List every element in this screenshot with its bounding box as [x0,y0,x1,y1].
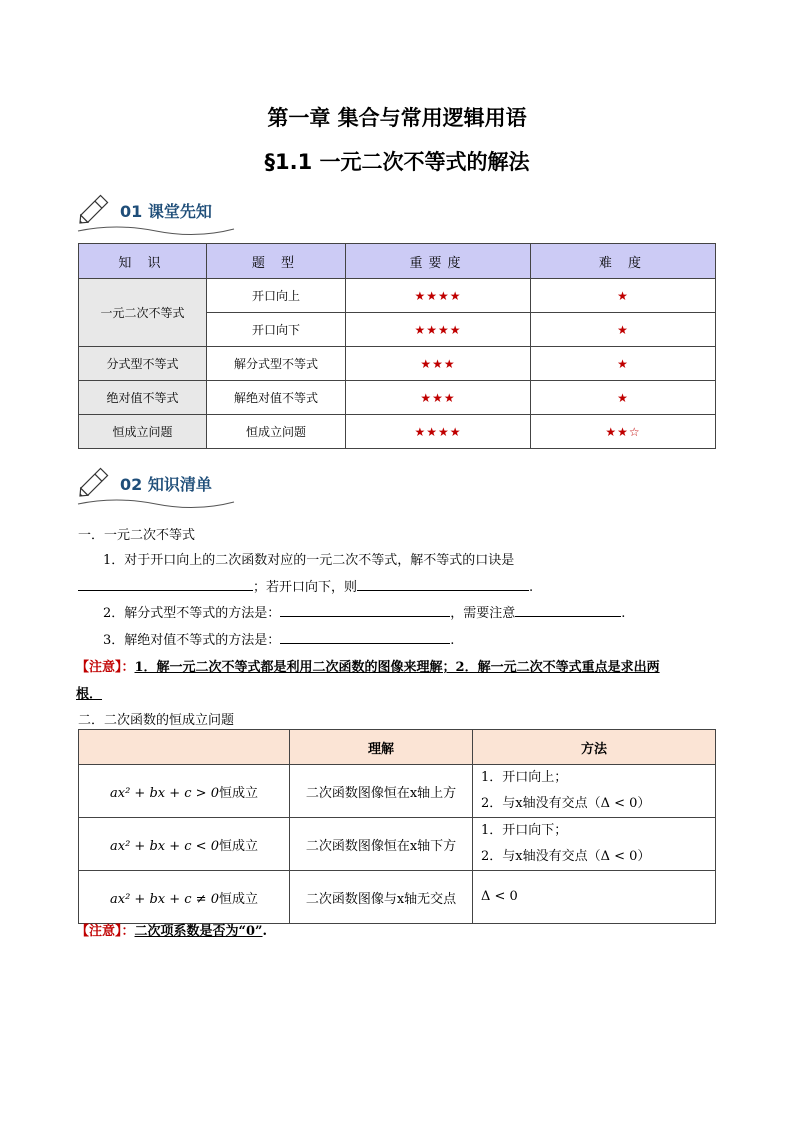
blank-field[interactable] [78,576,253,591]
header-importance: 重要度 [346,244,531,279]
header-method: 方法 [473,730,716,765]
table-row [79,871,716,924]
importance-stars: ★★★ [346,347,531,381]
note1-line2 [76,683,102,702]
part1-title: 一．一元二次不等式 [78,528,196,543]
note-text: 二次项系数是否为“0” [134,924,263,939]
difficulty-stars: ★ [531,381,716,415]
condition-math: ax² + bx + c < 0 [110,838,219,854]
blank-field[interactable] [280,629,450,644]
section-heading-2 [76,466,236,510]
type-cell: 开口向上 [207,279,346,313]
item1-line1: 1．对于开口向上的二次函数对应的一元二次不等式，解不等式的口诀是 [103,553,515,568]
note1-line1 [76,656,660,675]
understanding-cell: 二次函数图像恒在x轴上方 [290,765,473,818]
note-text: 1．解一元二次不等式都是利用二次函数的图像来理解；2．解一元二次不等式重点是求出两 [134,660,660,675]
section-heading-1-text: 01 课堂先知 [120,202,212,221]
difficulty-stars: ★ [531,347,716,381]
importance-stars: ★★★★ [346,313,531,347]
table-row [79,818,716,871]
table-row [79,347,716,381]
condition-cell [79,818,290,871]
item3-end: . [450,633,455,648]
item1-end: . [529,580,534,595]
condition-math: ax² + bx + c ≠ 0 [110,891,219,907]
blank-field[interactable] [515,602,621,617]
note-tag: 【注意】： [76,660,135,675]
item2-line [103,602,625,621]
section-title: §1.1 一元二次不等式的解法 [264,150,530,174]
condition-suffix: 恒成立 [218,838,258,854]
note2-line [76,920,267,939]
method-line: 2．与x轴没有交点（Δ < 0） [481,796,651,811]
item2-end: . [621,606,626,621]
method-cell [473,765,716,818]
table-row [79,415,716,449]
understanding-cell: 二次函数图像恒在x轴下方 [290,818,473,871]
header-knowledge: 知 识 [79,244,207,279]
topic-cell: 绝对值不等式 [79,381,207,415]
condition-cell [79,765,290,818]
constant-condition-table [78,729,716,924]
item2-mid-text: ，需要注意 [450,606,516,621]
table-row [79,765,716,818]
knowledge-table [78,243,716,449]
blank-field[interactable] [280,602,450,617]
item3-text: 3．解绝对值不等式的方法是： [103,633,281,648]
method-cell [473,871,716,924]
table-row [79,279,716,313]
note-text: 根． [76,687,103,702]
importance-stars: ★★★★ [346,415,531,449]
difficulty-stars: ★ [531,279,716,313]
header-empty [79,730,290,765]
condition-cell [79,871,290,924]
difficulty-stars: ★ [531,313,716,347]
method-line: 1．开口向下； [481,823,568,838]
type-cell: 解分式型不等式 [207,347,346,381]
importance-stars: ★★★ [346,381,531,415]
blank-field[interactable] [357,576,529,591]
condition-suffix: 恒成立 [218,891,258,907]
method-line: 2．与x轴没有交点（Δ < 0） [481,849,651,864]
type-cell: 开口向下 [207,313,346,347]
condition-math: ax² + bx + c > 0 [110,785,219,801]
type-cell: 解绝对值不等式 [207,381,346,415]
item3-line [103,629,454,648]
item2-text: 2．解分式型不等式的方法是： [103,606,281,621]
understanding-cell: 二次函数图像与x轴无交点 [290,871,473,924]
type-cell: 恒成立问题 [207,415,346,449]
method-line: 1．开口向上； [481,770,568,785]
header-difficulty: 难 度 [531,244,716,279]
topic-cell: 一元二次不等式 [79,279,207,347]
method-cell [473,818,716,871]
topic-cell: 分式型不等式 [79,347,207,381]
item1-mid-text: ；若开口向下，则 [253,580,358,595]
topic-cell: 恒成立问题 [79,415,207,449]
difficulty-stars: ★★☆ [531,415,716,449]
part2-title: 二．二次函数的恒成立问题 [78,713,235,728]
table-row [79,381,716,415]
header-type: 题 型 [207,244,346,279]
section-heading-1 [76,193,236,237]
note-tag: 【注意】： [76,924,135,939]
header-understanding: 理解 [290,730,473,765]
section-heading-2-text: 02 知识清单 [120,475,212,494]
method-line: Δ < 0 [481,889,518,904]
chapter-title: 第一章 集合与常用逻辑用语 [267,106,527,130]
importance-stars: ★★★★ [346,279,531,313]
item1-line2 [78,576,533,595]
condition-suffix: 恒成立 [218,785,258,801]
note2-end: . [262,924,268,939]
